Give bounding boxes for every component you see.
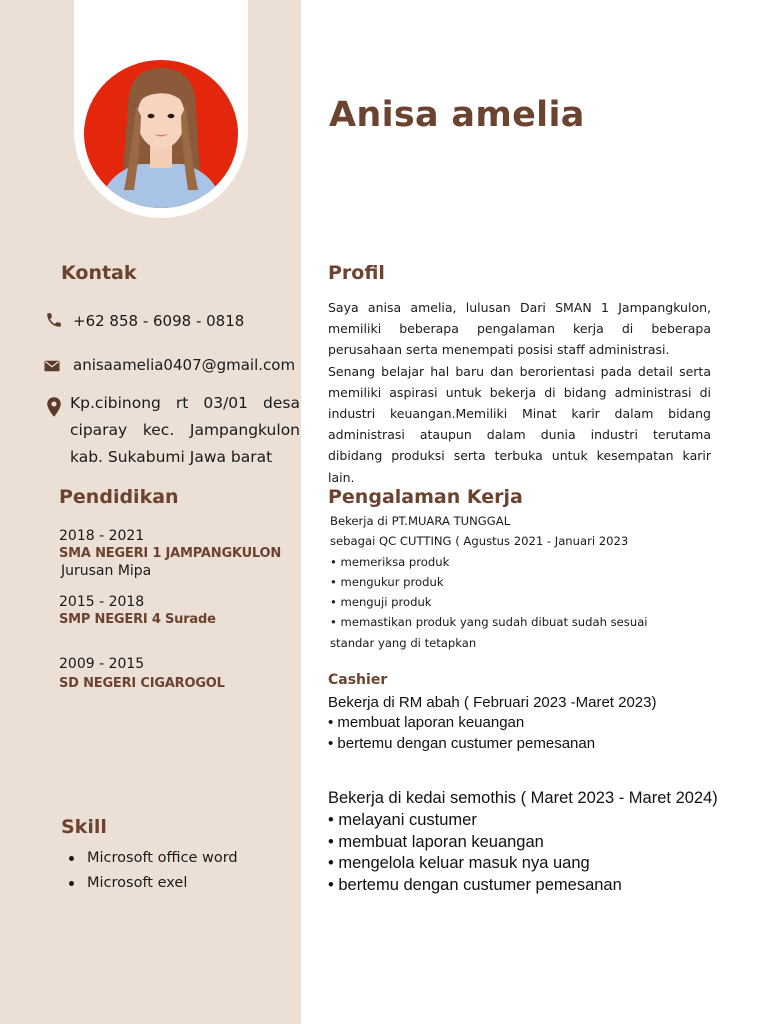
job-company: Bekerja di RM abah ( Februari 2023 -Maret 2023): [328, 694, 657, 711]
profile-photo: [84, 60, 238, 208]
job-task: • bertemu dengan custumer pemesanan: [328, 876, 622, 894]
education-school: SMA NEGERI 1 JAMPANGKULON: [59, 546, 282, 561]
job-task: • melayani custumer: [328, 811, 477, 829]
job-task: standar yang di tetapkan: [330, 636, 477, 650]
education-school: SD NEGERI CIGAROGOL: [59, 676, 225, 691]
education-years: 2009 - 2015: [59, 656, 145, 672]
job-title: Cashier: [328, 672, 388, 688]
education-years: 2018 - 2021: [59, 528, 145, 544]
job-company: Bekerja di PT.MUARA TUNGGAL: [330, 514, 511, 528]
location-pin-icon: [45, 396, 63, 418]
skill-heading: Skill: [61, 816, 107, 838]
skill-item: Microsoft office word: [69, 846, 238, 871]
job-company: Bekerja di kedai semothis ( Maret 2023 - Maret 2024): [328, 789, 718, 807]
experience-heading: Pengalaman Kerja: [328, 486, 523, 508]
skill-list: [69, 846, 238, 896]
profile-paragraph: Senang belajar hal baru dan berorientasi pada detail serta memiliki aspirasi untuk bekerja di bidang administrasi di industri keuangan.Memiliki Minat karir dalam bidang administrasi ataupun dalam dunia industri terutama dibidang produksi serta terbuka untuk kesempatan karir lain.: [328, 363, 711, 485]
profile-heading: Profil: [328, 262, 385, 284]
phone-icon: [45, 311, 63, 329]
job-task: • mengelola keluar masuk nya uang: [328, 854, 590, 872]
job-task: • bertemu dengan custumer pemesanan: [328, 735, 596, 752]
contact-heading: Kontak: [61, 262, 137, 284]
phone-number: +62 858 - 6098 - 0818: [73, 312, 245, 330]
job-task: • membuat laporan keuangan: [328, 714, 525, 731]
education-school: SMP NEGERI 4 Surade: [59, 612, 216, 627]
profile-paragraph: Saya anisa amelia, lulusan Dari SMAN 1 Jampangkulon, memiliki beberapa pengalaman kerja di beberapa perusahaan serta menempati posisi staff administrasi.: [328, 300, 711, 358]
job-position: sebagai QC CUTTING ( Agustus 2021 - Januari 2023: [330, 534, 629, 548]
person-name: Anisa amelia: [329, 95, 585, 135]
education-years: 2015 - 2018: [59, 594, 145, 610]
education-major: Jurusan Mipa: [61, 563, 152, 579]
skill-item: Microsoft exel: [69, 871, 238, 896]
job-task: • mengukur produk: [330, 575, 444, 589]
job-task: • menguji produk: [330, 595, 432, 609]
job-task: • membuat laporan keuangan: [328, 833, 544, 851]
profile-text: [328, 297, 711, 488]
job-task: • memastikan produk yang sudah dibuat sudah sesuai: [330, 615, 648, 629]
job-task: • memeriksa produk: [330, 555, 450, 569]
education-heading: Pendidikan: [59, 486, 179, 508]
address: Kp.cibinong rt 03/01 desa ciparay kec. Jampangkulon kab. Sukabumi Jawa barat: [70, 394, 300, 466]
mail-icon: [43, 357, 61, 375]
email-address: anisaamelia0407@gmail.com: [73, 356, 296, 374]
